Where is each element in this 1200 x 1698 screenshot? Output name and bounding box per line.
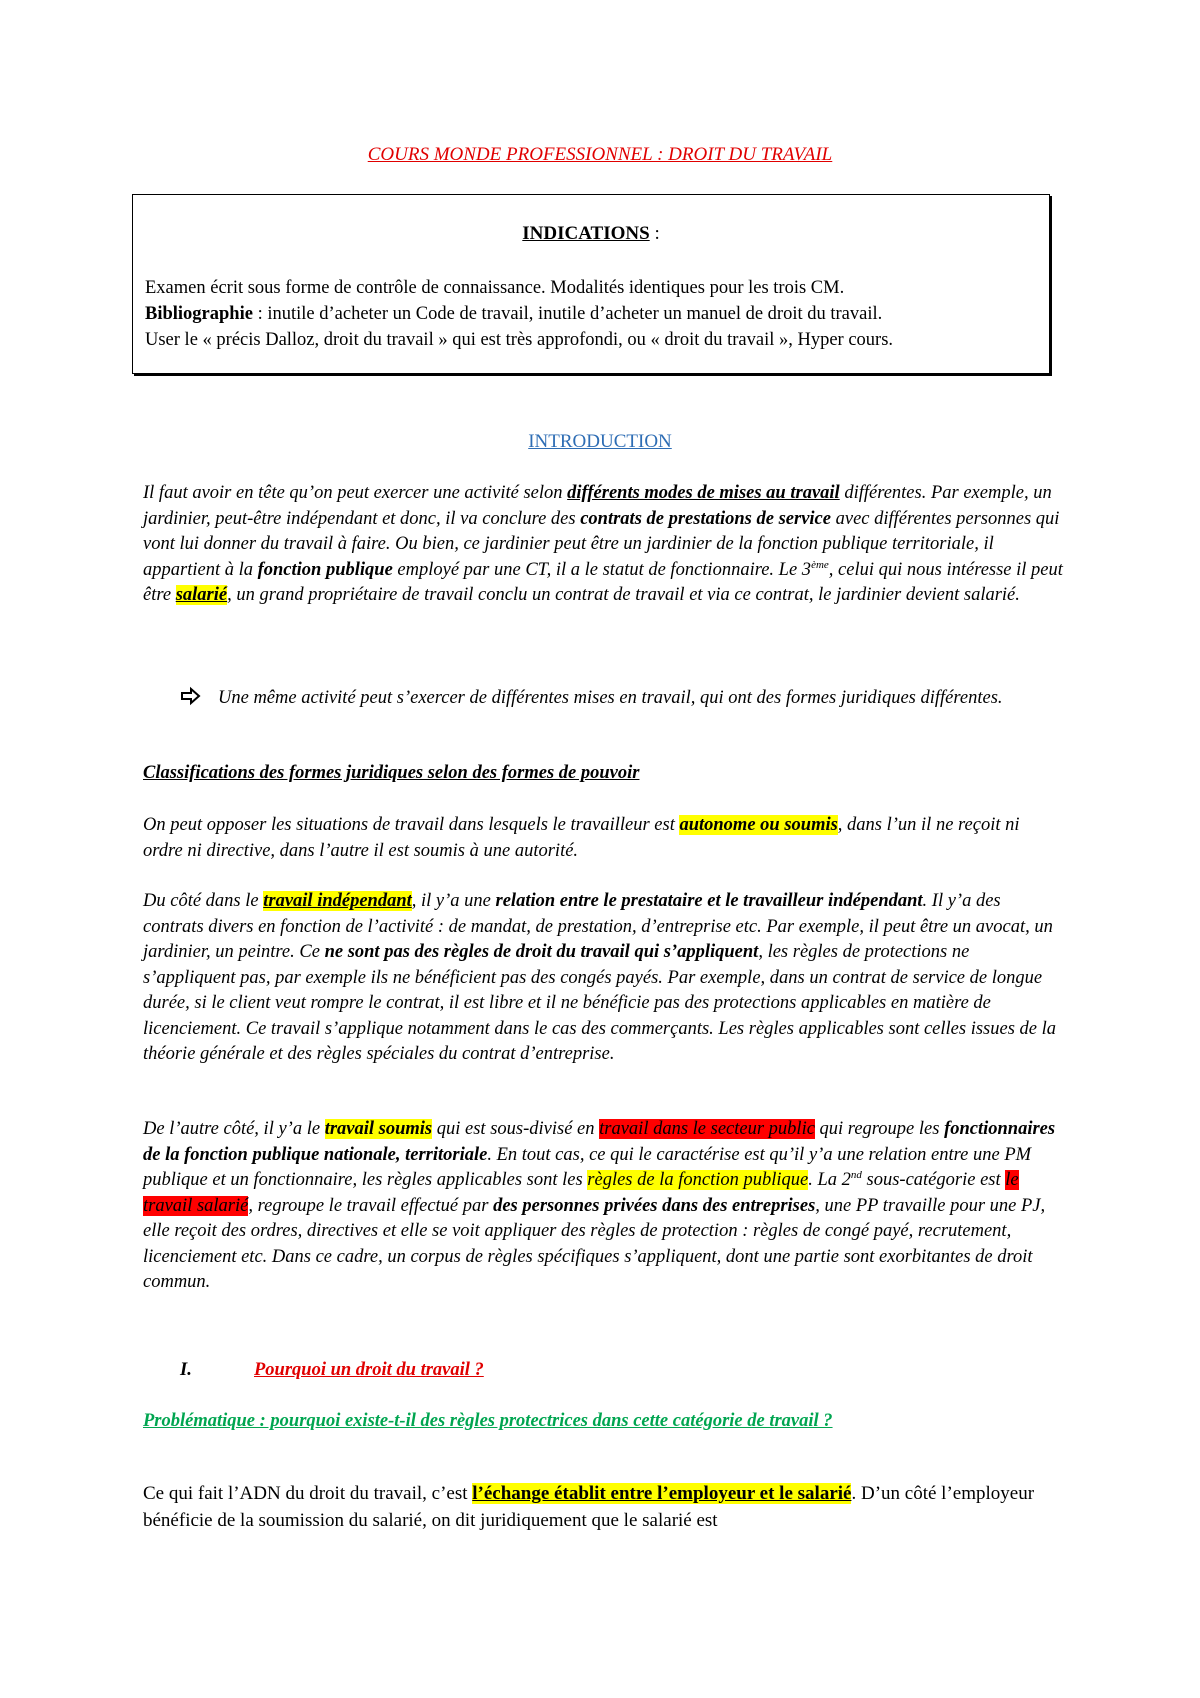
text-run: Il faut avoir en tête qu’on peut exercer une activité selon: [143, 483, 568, 503]
bold-term: fonctionnaires de la fonction publique nationale, territoriale: [143, 1119, 1056, 1165]
indications-body: [145, 275, 1035, 353]
superscript: ème: [811, 558, 829, 571]
highlight-term-red: travail dans le secteur public: [599, 1119, 815, 1139]
text-run: qui est sous-divisé en: [432, 1119, 600, 1139]
text-run: , il y’a une: [411, 891, 496, 911]
paragraph-autonome-soumis: [143, 813, 1063, 864]
text-run: Du côté dans le: [143, 891, 264, 911]
section-title: Pourquoi un droit du travail ?: [254, 1360, 484, 1380]
bold-term: relation entre le prestataire et le travailleur indépendant: [495, 891, 923, 911]
text-run: Ce qui fait l’ADN du droit du travail, c’est: [143, 1483, 473, 1504]
paragraph-travail-soumis: [143, 1117, 1063, 1296]
text-run: employé par une CT, il a le statut de fonctionnaire. Le 3: [392, 559, 812, 580]
text-run: , un grand propriétaire de travail conclu un contrat de travail et via ce contrat, le jardinier devient salarié.: [227, 585, 1020, 605]
indications-heading-suffix: :: [649, 223, 660, 244]
text-run: . En tout cas, ce qui le caractérise est qu’il y’a une relation entre une PM publique et un fonctionnaire, les règles applicables sont les: [143, 1144, 1032, 1190]
indications-line-dalloz: User le « précis Dalloz, droit du travail » qui est très approfondi, ou « droit du travail », Hyper cours.: [145, 330, 894, 350]
highlight-term: l’échange établit entre l’employeur et le salarié: [472, 1483, 852, 1504]
paragraph-travail-independant: [143, 889, 1063, 1068]
highlight-term: salarié: [175, 585, 228, 605]
text-run: De l’autre côté, il y’a le: [143, 1119, 325, 1139]
indications-heading: [133, 223, 1049, 245]
arrow-note-text: Une même activité peut s’exercer de différentes mises en travail, qui ont des formes juridiques différentes.: [218, 688, 1003, 708]
text-run: sous-catégorie est: [861, 1170, 1006, 1190]
text-run: On peut opposer les situations de travail dans lesquels le travailleur est: [143, 815, 680, 835]
bold-term: différents modes de mises au travail: [567, 483, 840, 503]
right-arrow-icon: [180, 686, 202, 706]
bold-term: ne sont pas des règles de droit du travail qui s’appliquent: [324, 942, 759, 962]
paragraph-modes-travail: [143, 481, 1063, 609]
indications-heading-label: INDICATIONS: [522, 223, 650, 244]
text-run: , les règles de protections ne s’appliquent pas, par exemple ils ne bénéficient pas des congés payés. Par exemple, dans un contrat de service de longue durée, si le client veut rompre le contrat, il est libre et il ne bénéficie pas des protections applicables en matière de licenciement. Ce travail s’applique notamment dans le cas des commerçants. Les règles applicables sont celles issues de la théorie générale et des règles spéciales du contrat d’entreprise.: [143, 942, 1057, 1064]
text-run: qui regroupe les: [814, 1119, 945, 1139]
indications-line-exam: Examen écrit sous forme de contrôle de connaissance. Modalités identiques pour les trois CM.: [145, 278, 845, 298]
indications-line-biblio: [145, 301, 1035, 327]
problematique-heading: Problématique : pourquoi existe-t-il des règles protectrices dans cette catégorie de travail ?: [143, 1411, 833, 1431]
bold-term: fonction publique: [257, 559, 393, 580]
section-number: I.: [180, 1360, 192, 1380]
biblio-text: : inutile d’acheter un Code de travail, inutile d’acheter un manuel de droit du travail.: [252, 304, 883, 324]
highlight-term: travail soumis: [324, 1119, 433, 1139]
paragraph-adn: [143, 1480, 1063, 1534]
text-run: différentes. Par exemple, un jardinier, peut-être indépendant et donc, il va conclure des: [143, 483, 1052, 529]
highlight-term: travail indépendant: [263, 891, 412, 911]
text-run: , regroupe le travail effectué par: [248, 1195, 494, 1216]
highlight-term-red: le travail salarié: [143, 1170, 1019, 1216]
bold-term: contrats de prestations de service: [580, 508, 831, 529]
highlight-term: autonome ou soumis: [679, 815, 838, 835]
text-run: . La 2: [808, 1170, 851, 1190]
text-run: avec différentes personnes qui vont lui donner du travail à faire. Ou bien, ce jardinier peut être un jardinier de la fonction publique territoriale, il appartient à la: [143, 508, 1060, 580]
text-run: . Il y’a des contrats divers en fonction de l’activité : de mandat, de prestation, d’entreprise etc. Par exemple, il peut être un avocat, un jardinier, un peintre. Ce: [143, 891, 1053, 962]
text-run: . D’un côté l’employeur bénéficie de la soumission du salarié, on dit juridiquement que le salarié est: [143, 1483, 1035, 1531]
text-run: , celui qui nous intéresse il peut être: [143, 559, 1063, 605]
introduction-title: INTRODUCTION: [528, 431, 672, 452]
text-run: , une PP travaille pour une PJ, elle reçoit des ordres, directives et elle se voit appliquer des règles de protection : règles de congé payé, recrutement, licenciement etc. Dans ce cadre, un corpus de règles spécifiques s’appliquent, dont une partie sont exorbitantes de droit commun.: [143, 1195, 1046, 1292]
indications-box: [132, 194, 1050, 374]
document-title: COURS MONDE PROFESSIONNEL : DROIT DU TRAVAIL: [367, 144, 833, 165]
text-run: , dans l’un il ne reçoit ni ordre ni directive, dans l’autre il est soumis à une autorité.: [143, 815, 1020, 861]
bold-term: des personnes privées dans des entreprises: [493, 1195, 816, 1216]
superscript: nd: [850, 1168, 862, 1181]
highlight-term: règles de la fonction publique: [587, 1170, 809, 1190]
classification-heading: Classifications des formes juridiques selon des formes de pouvoir: [143, 763, 640, 783]
biblio-label: Bibliographie: [145, 304, 253, 324]
